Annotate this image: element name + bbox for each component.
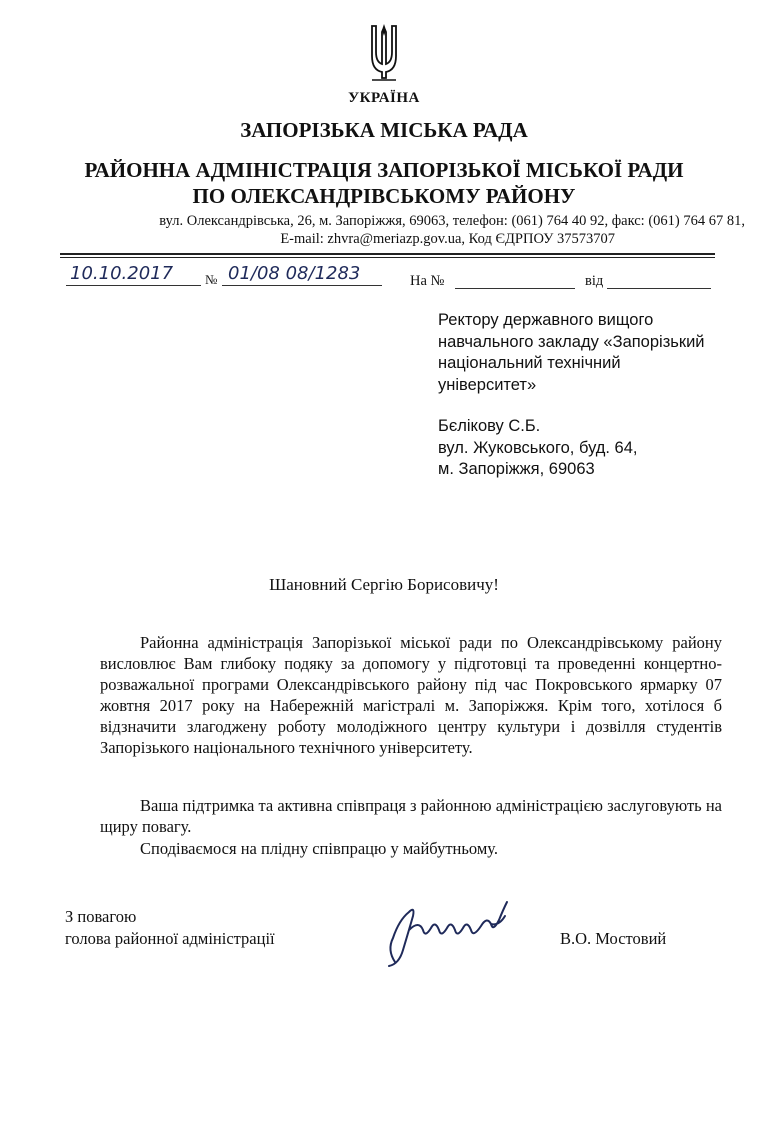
outgoing-number: 01/08 08/1283	[228, 263, 361, 284]
recipient-street: вул. Жуковського, буд. 64,	[438, 438, 638, 457]
recipient-name-address	[438, 416, 758, 481]
recipient-city: м. Запоріжжя, 69063	[438, 460, 595, 478]
header-divider-thin	[60, 257, 715, 258]
administration-title-line2: ПО ОЛЕКСАНДРІВСЬКОМУ РАЙОНУ	[192, 184, 576, 208]
date-underline	[66, 285, 201, 286]
trident-emblem-icon	[370, 22, 398, 82]
salutation: Шановний Сергію Борисовичу!	[269, 575, 499, 594]
body-paragraph-2: Ваша підтримка та активна співпраця з районною адміністрацією заслуговують на щиру повагу.	[100, 796, 722, 836]
address-line-2: E-mail: zhvra@meriazp.gov.ua, Код ЄДРПОУ 37573707	[280, 231, 615, 247]
signer-name: В.О. Мостовий	[560, 929, 667, 948]
body-paragraph-3: Сподіваємося на плідну співпрацю у майбутньому.	[140, 839, 498, 858]
number-sign: №	[205, 272, 218, 287]
body-paragraph-1: Районна адміністрація Запорізької міської ради по Олександрівському району висловлює Вам глибоку подяку за допомогу у підготовці та проведенні концертно-розважальної програми Олександрівського району під час Покровського ярмарку 07 жовтня 2017 року на Набережній магістралі м. Запоріжжя. Крім того, хотілося б відзначити злагоджену роботу молодіжного центру культури і дозвілля студентів Запорізького національного технічного університету.	[100, 633, 722, 757]
recipient-name: Бєлікову С.Б.	[438, 417, 541, 435]
signer-position: голова районної адміністрації	[65, 929, 275, 948]
number-underline	[222, 285, 382, 286]
country-name: УКРАЇНА	[348, 90, 420, 106]
recipient-line: національний технічний	[438, 354, 621, 372]
city-council-title: ЗАПОРІЗЬКА МІСЬКА РАДА	[240, 118, 528, 142]
incoming-number-blank	[455, 288, 575, 289]
recipient-line: навчального закладу «Запорізький	[438, 332, 705, 351]
recipient-line: університет»	[438, 375, 537, 394]
administration-title-line1: РАЙОННА АДМІНІСТРАЦІЯ ЗАПОРІЗЬКОЇ МІСЬКОЇ РАДИ	[84, 158, 684, 182]
outgoing-date: 10.10.2017	[70, 263, 174, 284]
incoming-date-blank	[607, 288, 711, 289]
header-divider-thick	[60, 253, 715, 255]
handwritten-signature-icon	[365, 890, 525, 970]
incoming-number-label: На №	[410, 273, 445, 289]
recipient-position	[438, 310, 758, 396]
closing-phrase: З повагою	[65, 907, 137, 926]
incoming-date-label: від	[585, 273, 604, 289]
address-line-1: вул. Олександрівська, 26, м. Запоріжжя, 69063, телефон: (061) 764 40 92, факс: (061) 764 67 81,	[159, 213, 745, 229]
recipient-line: Ректору державного вищого	[438, 311, 654, 329]
